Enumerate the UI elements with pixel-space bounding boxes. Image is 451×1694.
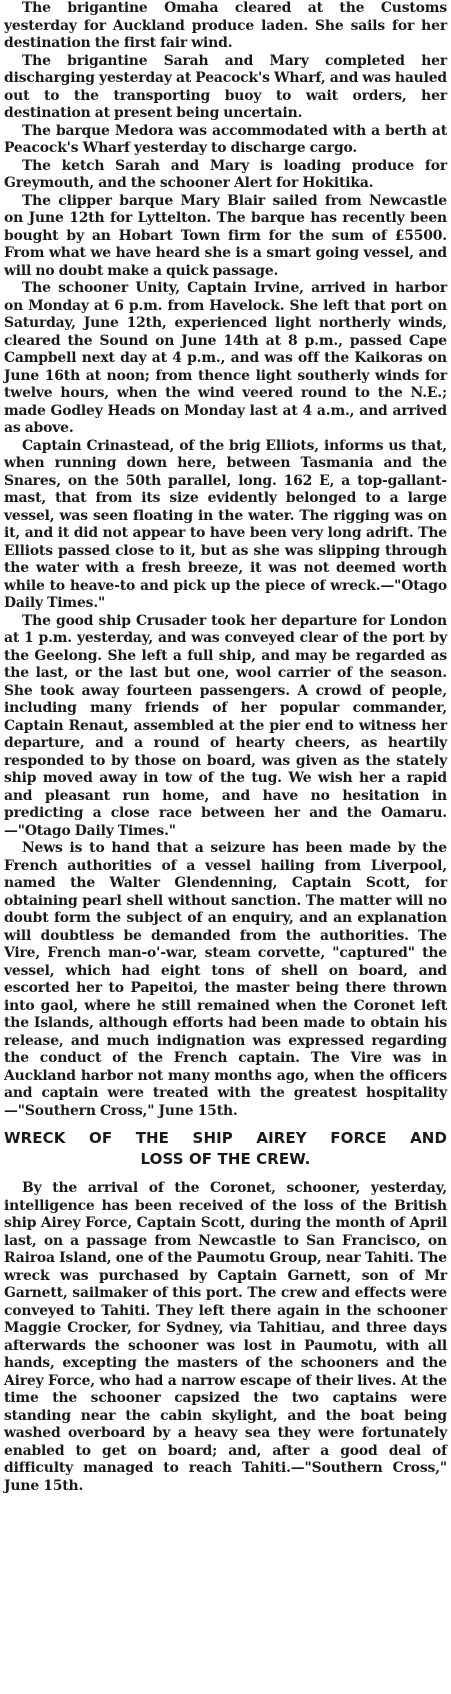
paragraph-crusader: The good ship Crusader took her departure for London at 1 p.m. yesterday, and was conveyed clear of the port by the Geelong. She left a full ship, and may be regarded as the last, or the last but one, wool carrier of the season. She took away fourteen passengers. A crowd of people, including many friends of her popular commander, Captain Renaut, assembled at the pier end to witness her departure, and a round of hearty cheers, as heartily responded to by those on board, was given as the stately ship moved away in tow of the tug. We wish her a rapid and pleasant run home, and have no hesitation in predicting a close race between her and the Oamaru.—"Otago Daily Times." bbox=[4, 612, 447, 839]
paragraph-walter-glendenning: News is to hand that a seizure has been made by the French authorities of a vessel hailing from Liverpool, named the Walter Glendenning, Captain Scott, for obtaining pearl shell without sanction. The matter will no doubt form the subject of an enquiry, and an explanation will doubtless be demanded from the authorities. The Vire, French man-o'-war, steam corvette, "captured" the vessel, which had eight tons of shell on board, and escorted her to Papeitoi, the master being there thrown into gaol, where he still remained when the Coronet left the Islands, although efforts had been made to obtain his release, and much indignation was expressed regarding the conduct of the French captain. The Vire was in Auckland harbor not many months ago, when the officers and captain were treated with the greatest hospitality—"Southern Cross," June 15th. bbox=[4, 840, 447, 1119]
paragraph-unity: The schooner Unity, Captain Irvine, arrived in harbor on Monday at 6 p.m. from Havelock. She left that port on Saturday, June 12th, experienced light northerly winds, cleared the Sound on June 14th at 8 p.m., passed Cape Campbell next day at 4 p.m., and was off the Kaikoras on June 16th at noon; from thence light southerly winds for twelve hours, when the wind veered round to the N.E.; made Godley Heads on Monday last at 4 a.m., and arrived as above. bbox=[4, 280, 447, 436]
heading-line-2: LOSS OF THE CREW. bbox=[140, 1150, 311, 1168]
paragraph-mary-blair: The clipper barque Mary Blair sailed from Newcastle on June 12th for Lyttelton. The barque has recently been bought by an Hobart Town firm for the sum of £5500. From what we have heard she is a smart going vessel, and will no doubt make a quick passage. bbox=[4, 192, 447, 279]
paragraph-airey-force: By the arrival of the Coronet, schooner, yesterday, intelligence has been received of the loss of the British ship Airey Force, Captain Scott, during the month of April last, on a passage from Newcastle to San Francisco, on Rairoa Island, one of the Paumotu Group, near Tahiti. The wreck was purchased by Captain Garnett, son of Mr Garnett, sailmaker of this port. The crew and effects were conveyed to Tahiti. They left there again in the schooner Maggie Crocker, for Sydney, via Tahitiau, and three days afterwards the schooner was lost in Paumotu, with all hands, excepting the masters of the schooners and the Airey Force, who had a narrow escape of their lives. At the time the schooner capsized the two captains were standing near the cabin skylight, and the boat being washed overboard by a heavy sea they were fortunately enabled to get on board; and, after a good deal of difficulty managed to reach Tahiti.—"Southern Cross," June 15th. bbox=[4, 1180, 447, 1494]
newspaper-column bbox=[4, 0, 447, 1495]
heading-line-1: WRECK OF THE SHIP AIREY FORCE AND bbox=[4, 1129, 447, 1147]
article-heading bbox=[4, 1128, 447, 1170]
paragraph-ketch-sarah-and-mary: The ketch Sarah and Mary is loading produce for Greymouth, and the schooner Alert for Hokitika. bbox=[4, 157, 447, 191]
paragraph-medora: The barque Medora was accommodated with a berth at Peacock's Wharf yesterday to discharge cargo. bbox=[4, 122, 447, 156]
paragraph-omaha: The brigantine Omaha cleared at the Customs yesterday for Auckland produce laden. She sails for her destination the first fair wind. bbox=[4, 0, 447, 51]
paragraph-elliots: Captain Crinastead, of the brig Elliots, informs us that, when running down here, between Tasmania and the Snares, on the 50th parallel, long. 162 E, a top-gallant-mast, that from its size evidently belonged to a large vessel, was seen floating in the water. The rigging was on it, and it did not appear to have been very long adrift. The Elliots passed close to it, but as she was slipping through the water with a fresh breeze, it was not deemed worth while to heave-to and pick up the piece of wreck.—"Otago Daily Times." bbox=[4, 437, 447, 611]
paragraph-sarah-and-mary-brigantine: The brigantine Sarah and Mary completed her discharging yesterday at Peacock's Wharf, and was hauled out to the transporting buoy to wait orders, her destination at present being uncertain. bbox=[4, 52, 447, 121]
